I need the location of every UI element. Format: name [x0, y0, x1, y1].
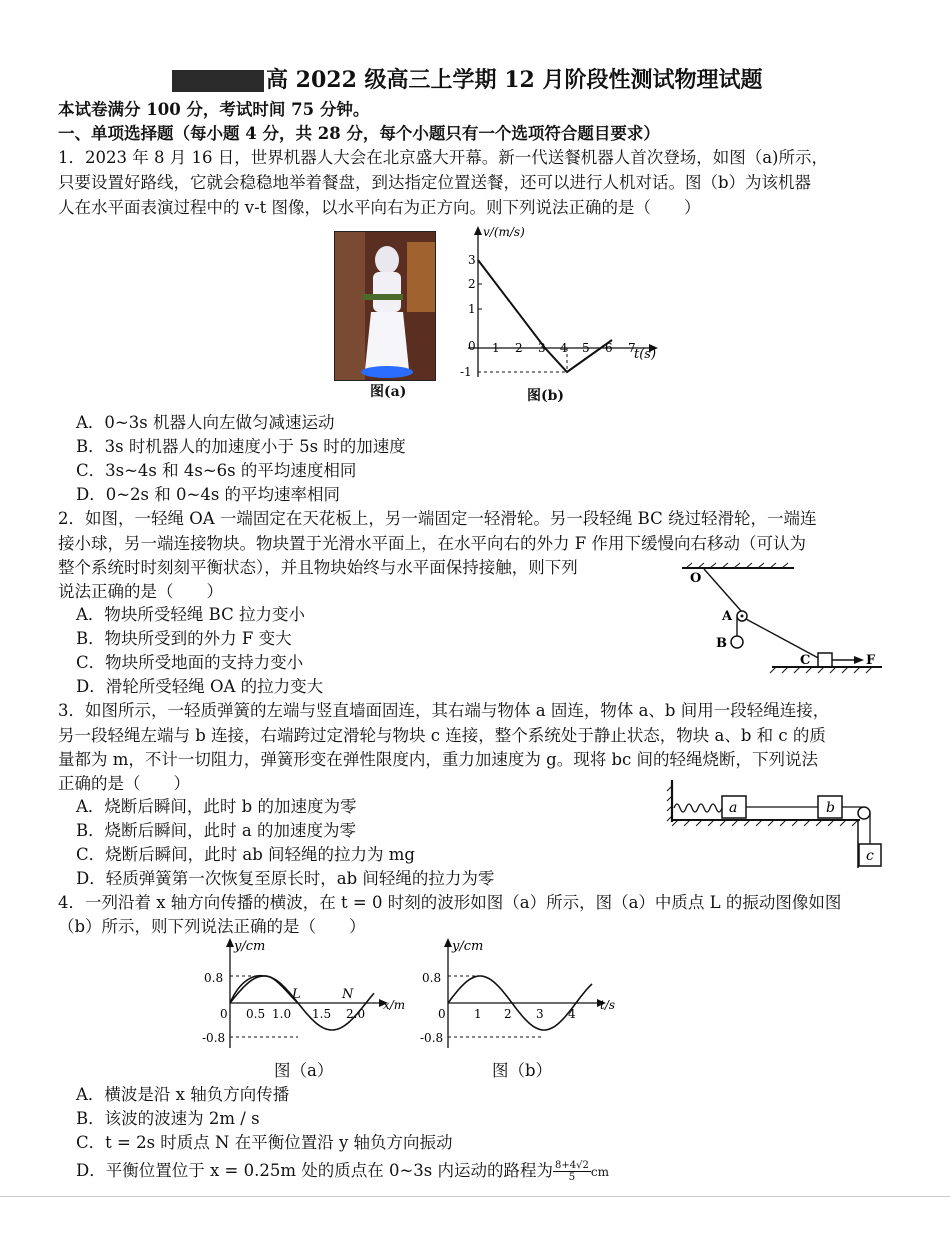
q4-fig-b-caption: 图（b）: [492, 1061, 553, 1080]
label-A: A: [722, 609, 733, 624]
xtick-5: 5: [582, 341, 590, 355]
q1-stem-line1: 1．2023 年 8 月 16 日，世界机器人大会在北京盛大开幕。新一代送餐机器人首次登场，如图（a)所示，: [58, 148, 828, 167]
label-O: O: [690, 571, 702, 586]
q3-stem-line2: 另一段轻绳左端与 b 连接，右端跨过定滑轮与物块 c 连接，整个系统处于静止状态，物块 a、b 和 c 的质: [58, 726, 826, 745]
a-xtick-1.0: 1.0: [272, 1007, 292, 1021]
xtick-4: 4: [560, 341, 568, 355]
q4-option-b[interactable]: B．该波的波速为 2m / s: [76, 1109, 260, 1128]
q1-fig-b-caption: 图(b): [527, 388, 565, 404]
a-xtick-2.0: 2.0: [346, 1007, 366, 1021]
xtick-3: 3: [538, 341, 546, 355]
label-b: b: [826, 800, 835, 816]
rope-BC: [746, 619, 822, 660]
b-ylabel: y/cm: [452, 939, 484, 954]
q2-stem-line2: 接小球，另一端连接物块。物块置于光滑水平面上，在水平向右的外力 F 作用下缓慢向右移动（可认为: [58, 534, 806, 553]
b-xtick-4: 4: [568, 1007, 576, 1021]
xtick-6: 6: [605, 341, 613, 355]
q2-stem-line4: 说法正确的是（ ）: [58, 582, 223, 601]
b-top: 0.8: [422, 971, 442, 985]
redacted-school-name: [172, 70, 264, 92]
a-bottom: -0.8: [202, 1031, 226, 1045]
q3-stem-line3: 量都为 m，不计一切阻力，弹簧形变在弹性限度内，重力加速度为 g。现将 bc 间的轻绳烧断，下列说法: [58, 750, 818, 769]
q1-stem-line3: 人在水平面表演过程中的 v-t 图像，以水平向右为正方向。则下列说法正确的是（ ）: [58, 198, 701, 217]
q4-stem-line2: （b）所示，则下列说法正确的是（ ）: [58, 917, 366, 936]
a-top: 0.8: [204, 971, 224, 985]
q2-option-d[interactable]: D．滑轮所受轻绳 OA 的拉力变大: [76, 677, 324, 696]
a-origin: 0: [220, 1007, 228, 1021]
ytick-neg1: -1: [460, 365, 472, 379]
label-C: C: [800, 653, 811, 668]
b-origin: 0: [438, 1007, 446, 1021]
block: [818, 653, 832, 667]
q2-stem-line1: 2．如图，一轻绳 OA 一端固定在天花板上，另一端固定一轻滑轮。另一段轻绳 BC 绕过轻滑轮，一端连: [58, 509, 817, 528]
v-axis-label: v/(m/s): [483, 225, 525, 239]
vt-line: [478, 260, 612, 372]
q1-stem-line2: 只要设置好路线，它就会稳稳地举着餐盘，到达指定位置送餐，还可以进行人机对话。图（b）为该机器: [58, 173, 812, 192]
exam-title: 高 2022 级高三上学期 12 月阶段性测试物理试题: [266, 67, 763, 93]
section-heading: 一、单项选择题（每小题 4 分，共 28 分，每个小题只有一个选项符合题目要求）: [58, 124, 660, 143]
a-xtick-0.5: 0.5: [246, 1007, 266, 1021]
rope-OA: [704, 569, 742, 612]
a-ylabel: y/cm: [234, 939, 266, 954]
b-xtick-3: 3: [536, 1007, 544, 1021]
ball: [731, 636, 743, 648]
q3-stem-line4: 正确的是（ ）: [58, 774, 190, 793]
a-xlabel: x/m: [383, 998, 406, 1012]
q3-option-a[interactable]: A．烧断后瞬间，此时 b 的加速度为零: [76, 797, 357, 816]
label-a: a: [729, 800, 738, 816]
q4-option-d-text: D．平衡位置位于 x = 0.25m 处的质点在 0~3s 内运动的路程为: [76, 1161, 554, 1180]
q4-vibration-graph-b: [414, 936, 634, 1076]
label-c: c: [866, 848, 874, 864]
b-xtick-2: 2: [504, 1007, 512, 1021]
xtick-1: 1: [492, 341, 500, 355]
fraction-denominator: 5: [568, 1172, 576, 1183]
ytick-1: 1: [468, 302, 476, 316]
ytick-3: 3: [468, 253, 476, 267]
ytick-2: 2: [468, 277, 476, 291]
label-L: L: [292, 987, 301, 1002]
q4-stem-line1: 4．一列沿着 x 轴方向传播的横波，在 t = 0 时刻的波形如图（a）所示，图（a）中质点 L 的振动图像如图: [58, 893, 842, 912]
q1-fig-a-caption: 图(a): [370, 384, 407, 400]
origin-label: 0: [468, 339, 476, 353]
q4-fig-a-caption: 图（a）: [274, 1061, 334, 1080]
b-bottom: -0.8: [420, 1031, 444, 1045]
q2-option-c[interactable]: C．物块所受地面的支持力变小: [76, 653, 304, 672]
q4-option-d[interactable]: [76, 1160, 609, 1183]
b-xtick-1: 1: [474, 1007, 482, 1021]
q4-wave-graph-a: [196, 936, 416, 1076]
b-xlabel: t/s: [600, 998, 616, 1012]
q3-option-d[interactable]: D．轻质弹簧第一次恢复至原长时，ab 间轻绳的拉力为零: [76, 869, 495, 888]
xtick-2: 2: [515, 341, 523, 355]
a-xtick-1.5: 1.5: [312, 1007, 332, 1021]
q1-option-d[interactable]: D．0~2s 和 0~4s 的平均速率相同: [76, 485, 341, 504]
q3-option-c[interactable]: C．烧断后瞬间，此时 ab 间轻绳的拉力为 mg: [76, 845, 415, 864]
fraction: [553, 1160, 591, 1183]
label-N: N: [342, 987, 354, 1002]
q3-option-b[interactable]: B．烧断后瞬间，此时 a 的加速度为零: [76, 821, 356, 840]
q1-option-a[interactable]: A．0~3s 机器人向左做匀减速运动: [76, 413, 335, 432]
q3-spring-diagram: [664, 776, 890, 872]
page-bottom-rule: [0, 1196, 950, 1197]
q2-option-a[interactable]: A．物块所受轻绳 BC 拉力变小: [76, 605, 305, 624]
fixed-pulley: [858, 807, 870, 819]
spring: [674, 804, 722, 812]
robot-photo: [334, 231, 436, 381]
q2-pulley-diagram: [676, 560, 886, 678]
unit-cm: cm: [590, 1165, 609, 1179]
t-axis-label: t(s): [634, 347, 657, 362]
q1-vt-graph: [460, 222, 660, 382]
q1-option-c[interactable]: C．3s~4s 和 4s~6s 的平均速度相同: [76, 461, 357, 480]
label-B: B: [716, 636, 727, 651]
label-F: F: [866, 653, 876, 668]
q4-option-c[interactable]: C．t = 2s 时质点 N 在平衡位置沿 y 轴负方向振动: [76, 1133, 453, 1152]
exam-info: 本试卷满分 100 分，考试时间 75 分钟。: [58, 100, 370, 119]
q2-option-b[interactable]: B．物块所受到的外力 F 变大: [76, 629, 292, 648]
q2-stem-line3: 整个系统时时刻刻平衡状态），并且物块始终与水平面保持接触，则下列: [58, 558, 578, 577]
q3-stem-line1: 3．如图所示，一轻质弹簧的左端与竖直墙面固连，其右端与物体 a 固连，物体 a、b 间用一段轻绳连接，: [58, 701, 830, 720]
q4-option-a[interactable]: A．横波是沿 x 轴负方向传播: [76, 1085, 290, 1104]
q1-option-b[interactable]: B．3s 时机器人的加速度小于 5s 时的加速度: [76, 437, 406, 456]
fraction-numerator: 8+4√2: [555, 1160, 589, 1171]
xtick-7: 7: [628, 341, 636, 355]
